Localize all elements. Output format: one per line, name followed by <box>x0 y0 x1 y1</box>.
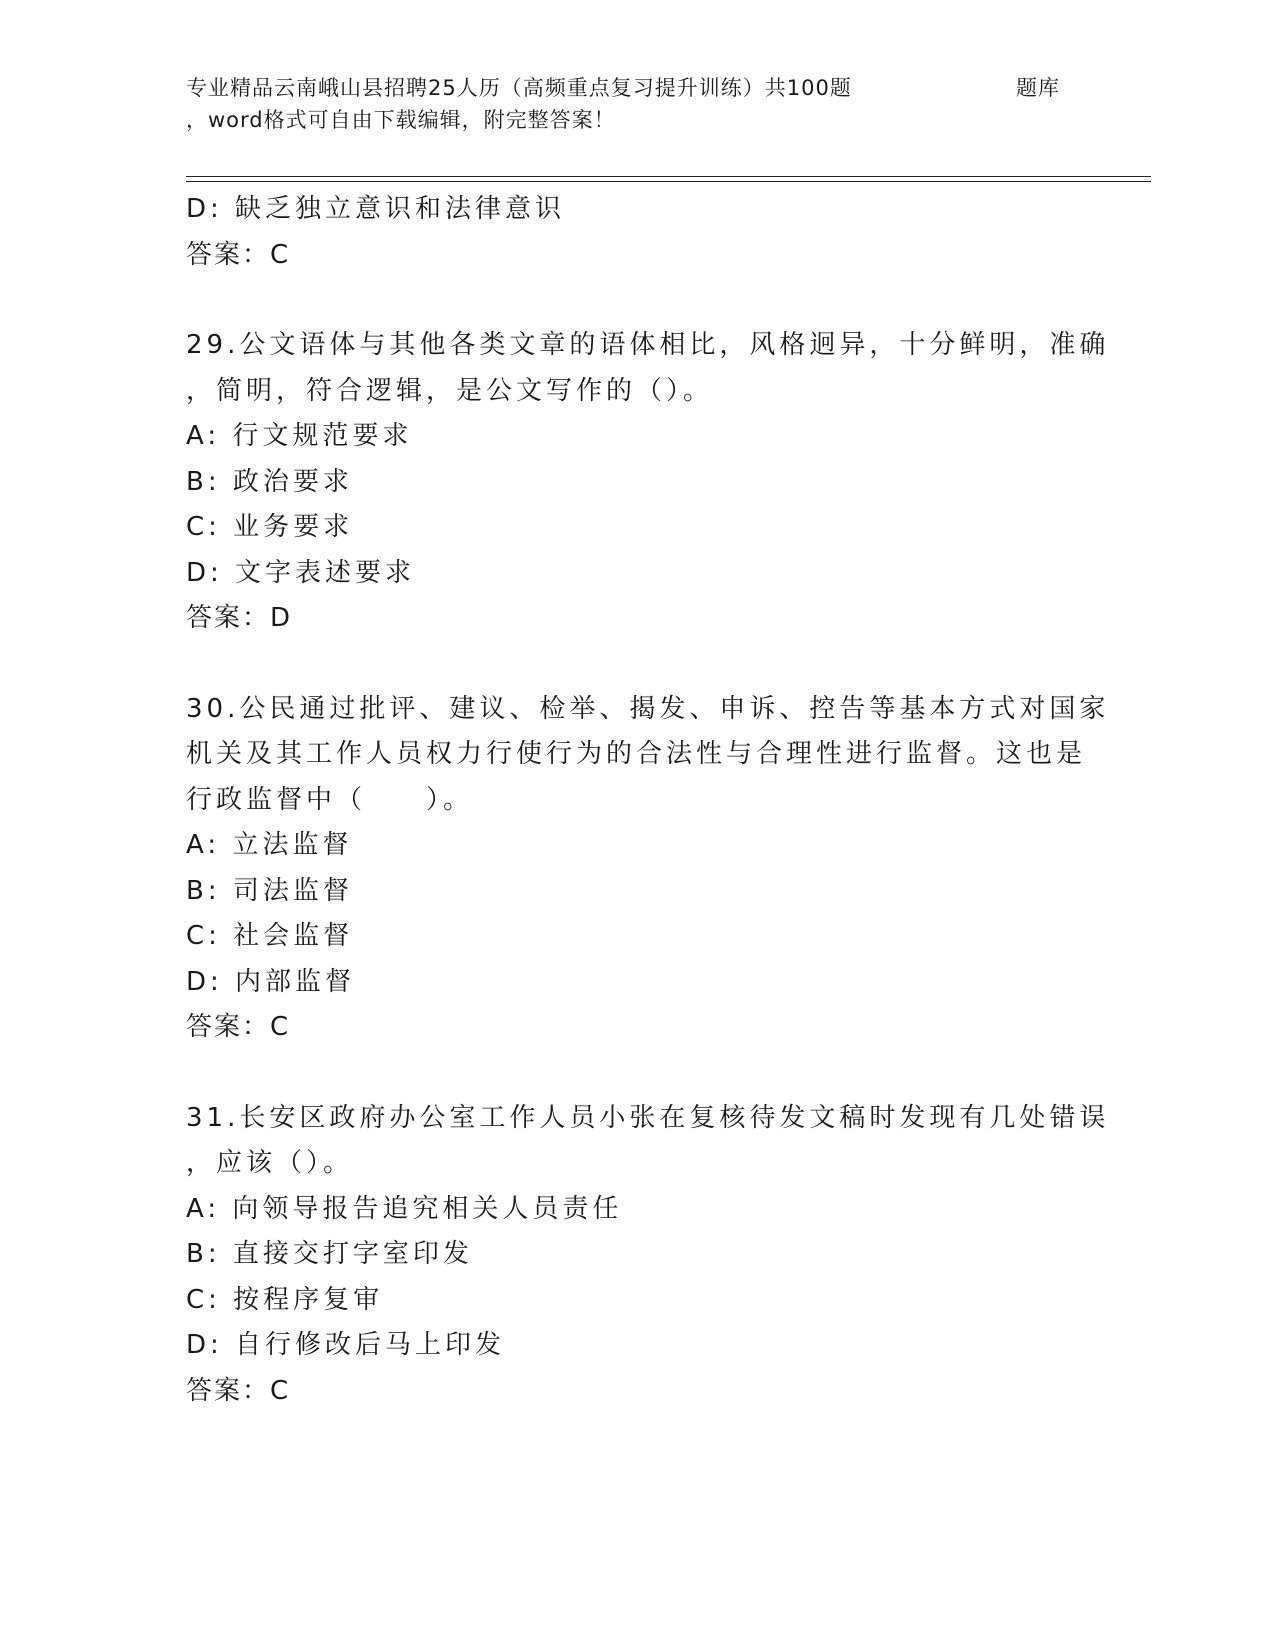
answer: 答案：C <box>186 1012 291 1042</box>
option-b: B: 直接交打字室印发 <box>186 1239 473 1269</box>
option-d: D: 自行修改后马上印发 <box>186 1330 506 1360</box>
answer: 答案：C <box>186 1375 291 1406</box>
option-a: A: 向领导报告追究相关人员责任 <box>186 1193 623 1224</box>
question-30 <box>186 687 1110 1051</box>
option-d: D: 文字表述要求 <box>186 557 416 588</box>
header-tag: 题库 <box>1016 76 1060 100</box>
answer: 答案：D <box>186 603 293 633</box>
spacer <box>186 278 1086 323</box>
question-fragment <box>186 187 1086 278</box>
question-text-line: ，应该（）。 <box>186 1148 354 1178</box>
option-d: D: 缺乏独立意识和法律意识 <box>186 194 566 224</box>
question-text-line: 29.公文语体与其他各类文章的语体相比，风格迥异，十分鲜明，准确 <box>186 330 1110 360</box>
option-d: D: 内部监督 <box>186 966 356 997</box>
option-c: C: 按程序复审 <box>186 1284 384 1315</box>
header-subtitle: ，word格式可自由下载编辑，附完整答案！ <box>186 108 616 132</box>
option-a: A: 行文规范要求 <box>186 421 413 451</box>
option-b: B: 司法监督 <box>186 875 353 906</box>
question-29 <box>186 323 1110 642</box>
spacer <box>186 642 1086 687</box>
question-text-line: 机关及其工作人员权力行使行为的合法性与合理性进行监督。这也是 <box>186 739 1087 769</box>
header-title: 专业精品云南峨山县招聘25人历（高频重点复习提升训练）共100题 <box>186 76 852 100</box>
header-rule-top <box>186 176 1151 177</box>
question-content <box>186 187 1110 1414</box>
option-c: C: 业务要求 <box>186 512 354 542</box>
question-text-line: 31.长安区政府办公室工作人员小张在复核待发文稿时发现有几处错误 <box>186 1102 1110 1133</box>
question-text-line: 行政监督中（ ）。 <box>186 784 474 815</box>
page-header <box>186 72 1066 136</box>
header-rule-bottom <box>186 181 1151 182</box>
option-a: A: 立法监督 <box>186 830 353 860</box>
option-c: C: 社会监督 <box>186 921 354 951</box>
question-31 <box>186 1096 1110 1415</box>
question-text-line: 30.公民通过批评、建议、检举、揭发、申诉、控告等基本方式对国家 <box>186 693 1110 724</box>
option-b: B: 政治要求 <box>186 466 353 497</box>
question-text-line: ，简明，符合逻辑，是公文写作的（）。 <box>186 375 714 406</box>
answer: 答案：C <box>186 239 291 270</box>
spacer <box>186 1051 1086 1096</box>
